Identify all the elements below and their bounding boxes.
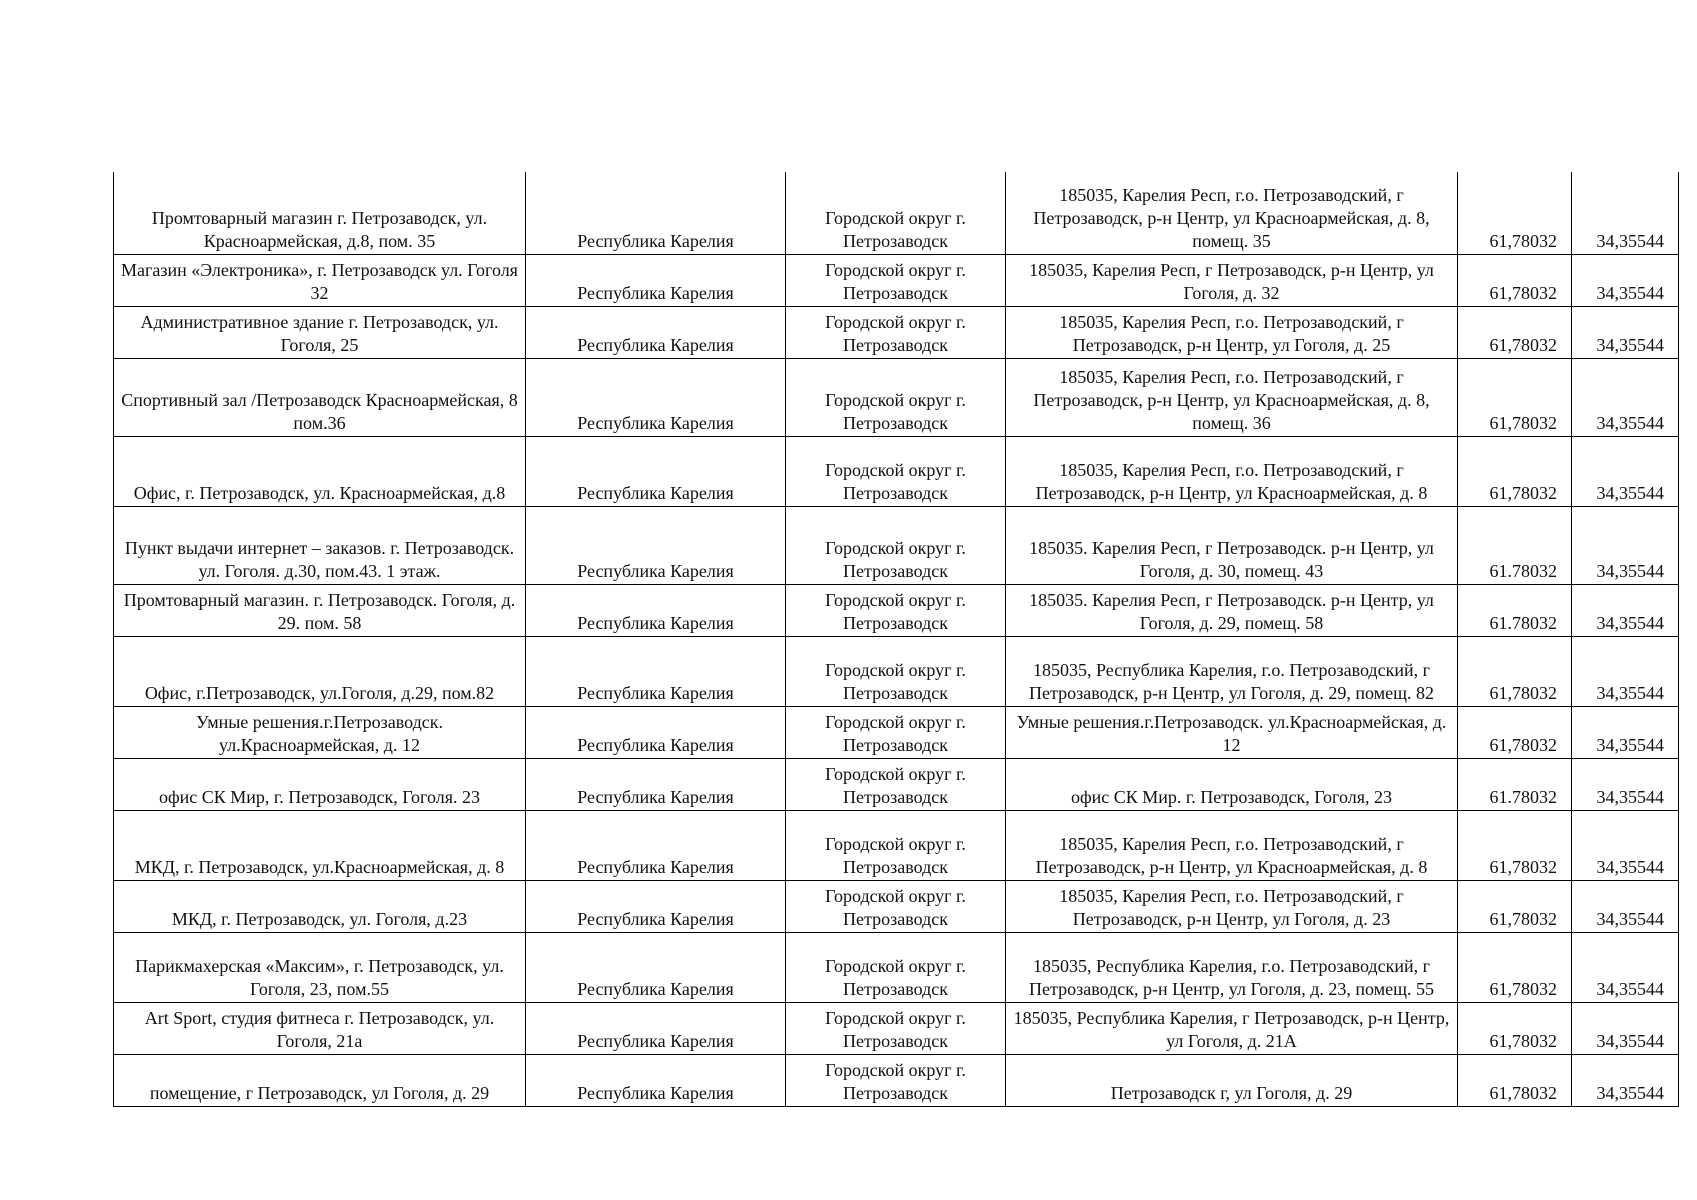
cell-latitude: 61,78032: [1458, 306, 1572, 358]
table-row: [114, 1002, 1679, 1054]
cell-region: Республика Карелия: [526, 506, 786, 584]
cell-longitude: 34,35544: [1572, 254, 1679, 306]
cell-address: 185035, Карелия Респ, г.о. Петрозаводский, г Петрозаводск, р-н Центр, ул Красноармейская, д. 8: [1006, 436, 1458, 506]
table-row: [114, 172, 1679, 254]
cell-region: Республика Карелия: [526, 706, 786, 758]
cell-longitude: 34,35544: [1572, 706, 1679, 758]
cell-address: офис СК Мир. г. Петрозаводск, Гоголя, 23: [1006, 758, 1458, 810]
table-row: [114, 584, 1679, 636]
cell-latitude: 61,78032: [1458, 810, 1572, 880]
cell-region: Республика Карелия: [526, 636, 786, 706]
cell-district: Городской округ г. Петрозаводск: [786, 636, 1006, 706]
cell-district: Городской округ г. Петрозаводск: [786, 254, 1006, 306]
cell-object-name: Офис, г. Петрозаводск, ул. Красноармейская, д.8: [114, 436, 526, 506]
cell-object-name: Art Sport, студия фитнеса г. Петрозаводск, ул. Гоголя, 21а: [114, 1002, 526, 1054]
cell-region: Республика Карелия: [526, 880, 786, 932]
cell-longitude: 34,35544: [1572, 758, 1679, 810]
cell-longitude: 34,35544: [1572, 172, 1679, 254]
cell-longitude: 34,35544: [1572, 810, 1679, 880]
cell-region: Республика Карелия: [526, 306, 786, 358]
cell-address: Умные решения.г.Петрозаводск. ул.Красноармейская, д. 12: [1006, 706, 1458, 758]
cell-district: Городской округ г. Петрозаводск: [786, 706, 1006, 758]
cell-object-name: офис СК Мир, г. Петрозаводск, Гоголя. 23: [114, 758, 526, 810]
cell-latitude: 61.78032: [1458, 584, 1572, 636]
cell-region: Республика Карелия: [526, 436, 786, 506]
cell-object-name: Парикмахерская «Максим», г. Петрозаводск, ул. Гоголя, 23, пом.55: [114, 932, 526, 1002]
cell-object-name: Промтоварный магазин г. Петрозаводск, ул. Красноармейская, д.8, пом. 35: [114, 172, 526, 254]
cell-object-name: Административное здание г. Петрозаводск, ул. Гоголя, 25: [114, 306, 526, 358]
cell-object-name: МКД, г. Петрозаводск, ул.Красноармейская, д. 8: [114, 810, 526, 880]
cell-longitude: 34,35544: [1572, 506, 1679, 584]
table-row: [114, 254, 1679, 306]
cell-region: Республика Карелия: [526, 758, 786, 810]
table-row: [114, 758, 1679, 810]
cell-object-name: МКД, г. Петрозаводск, ул. Гоголя, д.23: [114, 880, 526, 932]
cell-object-name: Умные решения.г.Петрозаводск. ул.Красноармейская, д. 12: [114, 706, 526, 758]
cell-district: Городской округ г. Петрозаводск: [786, 758, 1006, 810]
table-row: [114, 506, 1679, 584]
cell-address: 185035, Карелия Респ, г.о. Петрозаводский, г Петрозаводск, р-н Центр, ул Гоголя, д. 25: [1006, 306, 1458, 358]
cell-latitude: 61,78032: [1458, 254, 1572, 306]
cell-object-name: помещение, г Петрозаводск, ул Гоголя, д. 29: [114, 1054, 526, 1106]
cell-district: Городской округ г. Петрозаводск: [786, 1002, 1006, 1054]
cell-latitude: 61,78032: [1458, 172, 1572, 254]
cell-longitude: 34,35544: [1572, 584, 1679, 636]
cell-latitude: 61,78032: [1458, 932, 1572, 1002]
cell-address: 185035, Карелия Респ, г.о. Петрозаводский, г Петрозаводск, р-н Центр, ул Гоголя, д. 23: [1006, 880, 1458, 932]
cell-address: 185035, Карелия Респ, г Петрозаводск, р-н Центр, ул Гоголя, д. 32: [1006, 254, 1458, 306]
cell-longitude: 34,35544: [1572, 358, 1679, 436]
cell-region: Республика Карелия: [526, 1054, 786, 1106]
cell-region: Республика Карелия: [526, 254, 786, 306]
table-body: [114, 172, 1679, 1106]
cell-district: Городской округ г. Петрозаводск: [786, 584, 1006, 636]
table-row: [114, 636, 1679, 706]
cell-latitude: 61,78032: [1458, 436, 1572, 506]
table-row: [114, 810, 1679, 880]
cell-longitude: 34,35544: [1572, 1054, 1679, 1106]
cell-district: Городской округ г. Петрозаводск: [786, 172, 1006, 254]
cell-object-name: Промтоварный магазин. г. Петрозаводск. Гоголя, д. 29. пом. 58: [114, 584, 526, 636]
cell-address: 185035, Республика Карелия, г Петрозаводск, р-н Центр, ул Гоголя, д. 21А: [1006, 1002, 1458, 1054]
cell-address: 185035, Республика Карелия, г.о. Петрозаводский, г Петрозаводск, р-н Центр, ул Гоголя, д. 29, помещ. 82: [1006, 636, 1458, 706]
cell-address: 185035, Карелия Респ, г.о. Петрозаводский, г Петрозаводск, р-н Центр, ул Красноармейская, д. 8, помещ. 35: [1006, 172, 1458, 254]
cell-address: 185035, Карелия Респ, г.о. Петрозаводский, г Петрозаводск, р-н Центр, ул Красноармейская, д. 8, помещ. 36: [1006, 358, 1458, 436]
cell-latitude: 61,78032: [1458, 880, 1572, 932]
cell-object-name: Пункт выдачи интернет – заказов. г. Петрозаводск. ул. Гоголя. д.30, пом.43. 1 этаж.: [114, 506, 526, 584]
cell-latitude: 61,78032: [1458, 706, 1572, 758]
address-table: [113, 172, 1679, 1107]
cell-region: Республика Карелия: [526, 584, 786, 636]
table-row: [114, 706, 1679, 758]
cell-district: Городской округ г. Петрозаводск: [786, 506, 1006, 584]
cell-address: 185035. Карелия Респ, г Петрозаводск. р-н Центр, ул Гоголя, д. 30, помещ. 43: [1006, 506, 1458, 584]
cell-latitude: 61,78032: [1458, 358, 1572, 436]
cell-district: Городской округ г. Петрозаводск: [786, 306, 1006, 358]
cell-object-name: Офис, г.Петрозаводск, ул.Гоголя, д.29, пом.82: [114, 636, 526, 706]
cell-address: Петрозаводск г, ул Гоголя, д. 29: [1006, 1054, 1458, 1106]
cell-longitude: 34,35544: [1572, 932, 1679, 1002]
cell-region: Республика Карелия: [526, 1002, 786, 1054]
table-row: [114, 1054, 1679, 1106]
table-row: [114, 932, 1679, 1002]
cell-latitude: 61,78032: [1458, 1002, 1572, 1054]
cell-district: Городской округ г. Петрозаводск: [786, 436, 1006, 506]
cell-district: Городской округ г. Петрозаводск: [786, 810, 1006, 880]
cell-region: Республика Карелия: [526, 358, 786, 436]
cell-address: 185035, Карелия Респ, г.о. Петрозаводский, г Петрозаводск, р-н Центр, ул Красноармейская, д. 8: [1006, 810, 1458, 880]
cell-district: Городской округ г. Петрозаводск: [786, 358, 1006, 436]
cell-latitude: 61,78032: [1458, 1054, 1572, 1106]
cell-region: Республика Карелия: [526, 932, 786, 1002]
cell-longitude: 34,35544: [1572, 880, 1679, 932]
table-row: [114, 436, 1679, 506]
cell-region: Республика Карелия: [526, 172, 786, 254]
cell-longitude: 34,35544: [1572, 436, 1679, 506]
cell-latitude: 61.78032: [1458, 758, 1572, 810]
table-row: [114, 306, 1679, 358]
cell-longitude: 34,35544: [1572, 306, 1679, 358]
cell-longitude: 34,35544: [1572, 636, 1679, 706]
cell-object-name: Магазин «Электроника», г. Петрозаводск ул. Гоголя 32: [114, 254, 526, 306]
table-row: [114, 880, 1679, 932]
cell-region: Республика Карелия: [526, 810, 786, 880]
cell-object-name: Спортивный зал /Петрозаводск Красноармейская, 8 пом.36: [114, 358, 526, 436]
cell-district: Городской округ г. Петрозаводск: [786, 880, 1006, 932]
cell-longitude: 34,35544: [1572, 1002, 1679, 1054]
cell-latitude: 61,78032: [1458, 636, 1572, 706]
cell-latitude: 61.78032: [1458, 506, 1572, 584]
table-row: [114, 358, 1679, 436]
cell-address: 185035. Карелия Респ, г Петрозаводск. р-н Центр, ул Гоголя, д. 29, помещ. 58: [1006, 584, 1458, 636]
cell-address: 185035, Республика Карелия, г.о. Петрозаводский, г Петрозаводск, р-н Центр, ул Гоголя, д. 23, помещ. 55: [1006, 932, 1458, 1002]
cell-district: Городской округ г. Петрозаводск: [786, 932, 1006, 1002]
cell-district: Городской округ г. Петрозаводск: [786, 1054, 1006, 1106]
